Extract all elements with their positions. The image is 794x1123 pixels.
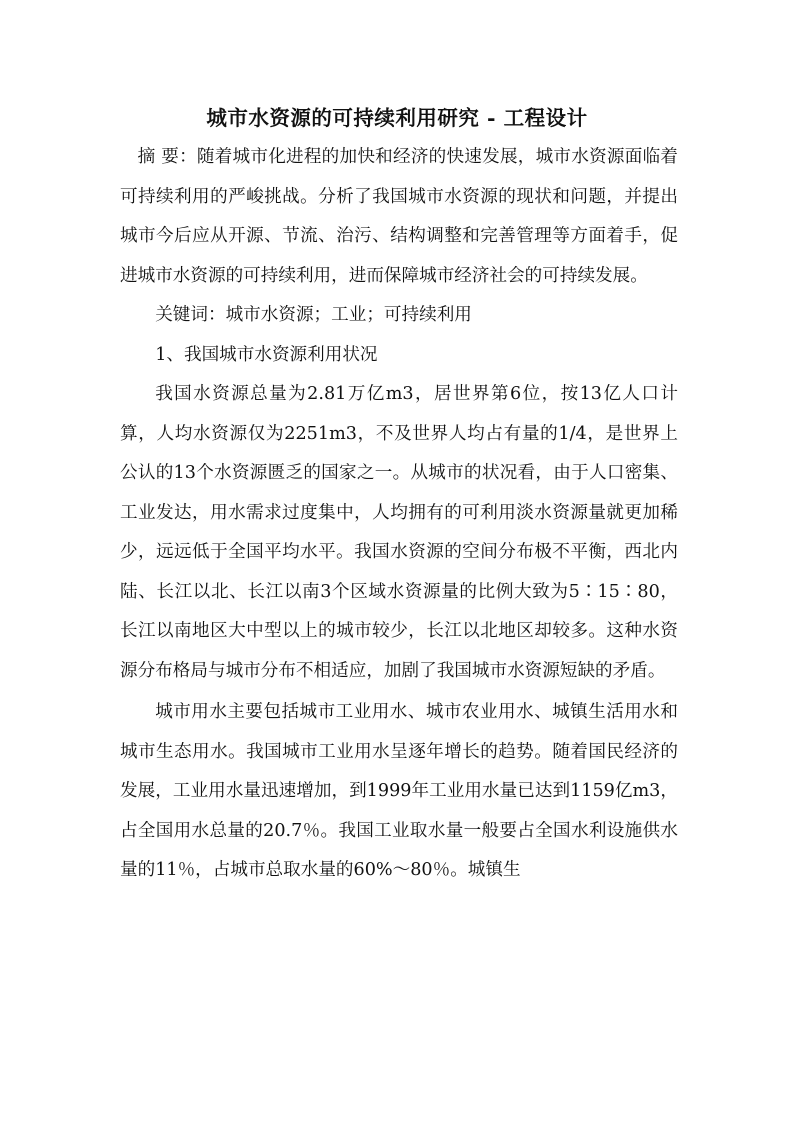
body-paragraph: 我国水资源总量为2.81万亿m3，居世界第6位，按13亿人口计算，人均水资源仅为2251m3，不及世界人均占有量的1/4，是世界上公认的13个水资源匮乏的国家之一。从城市的状况看，由于人口密集、工业发达，用水需求过度集中，人均拥有的可利用淡水资源量就更加稀少，远远低于全国平均水平。我国水资源的空间分布极不平衡，西北内陆、长江以北、长江以南3个区域水资源量的比例大致为5∶15∶80，长江以南地区大中型以上的城市较少，长江以北地区却较多。这种水资源分布格局与城市分布不相适应，加剧了我国城市水资源短缺的矛盾。 xyxy=(120,384,678,681)
keywords-line: 关键词：城市水资源；工业；可持续利用 xyxy=(155,305,472,325)
body-paragraph: 城市用水主要包括城市工业用水、城市农业用水、城镇生活用水和城市生态用水。我国城市工业用水呈逐年增长的趋势。随着国民经济的发展，工业用水量迅速增加，到1999年工业用水量已达到1159亿m3，占全国用水总量的20.7％。我国工业取水量一般要占全国水利设施供水量的11％，占城市总取水量的60%～80％。城镇生 xyxy=(120,702,678,880)
document-title: 城市水资源的可持续利用研究 - 工程设计 xyxy=(206,106,588,130)
document-body xyxy=(120,138,678,891)
abstract-paragraph: 摘 要：随着城市化进程的加快和经济的快速发展，城市水资源面临着可持续利用的严峻挑战。分析了我国城市水资源的现状和问题，并提出城市今后应从开源、节流、治污、结构调整和完善管理等方面着手，促进城市水资源的可持续利用，进而保障城市经济社会的可持续发展。 xyxy=(120,147,678,286)
section-heading: 1、我国城市水资源利用状况 xyxy=(155,344,378,365)
